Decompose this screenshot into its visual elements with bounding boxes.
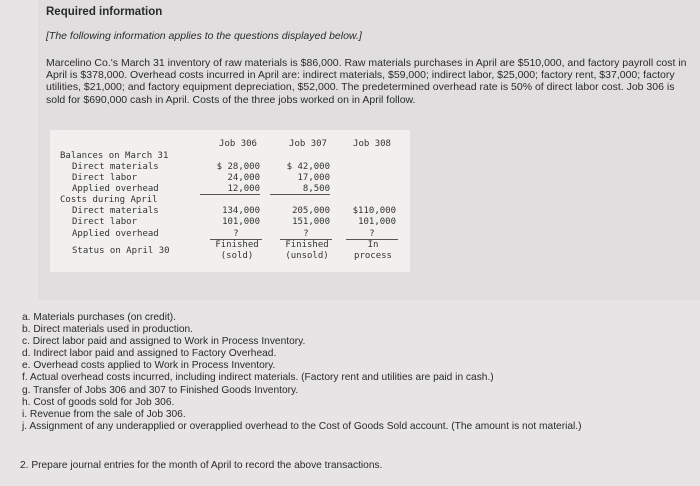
job307-dl-april: 151,000	[292, 217, 330, 227]
job307-dm-april: 205,000	[292, 206, 330, 216]
job306-ao-april: ?	[210, 229, 262, 240]
header-job-308: Job 308	[353, 139, 391, 149]
label-balances: Balances on March 31	[60, 151, 169, 161]
job307-ao-march: 8,500	[270, 184, 330, 195]
header-job-306: Job 306	[219, 139, 257, 149]
label-costs-during: Costs during April	[60, 195, 158, 205]
label-status: Status on April 30	[72, 246, 170, 256]
transaction-item: g. Transfer of Jobs 306 and 307 to Finished Goods Inventory.	[22, 384, 299, 396]
section-title: Required information	[46, 6, 163, 18]
job308-dm-april: $110,000	[352, 206, 396, 216]
job307-status-1: Finished	[285, 240, 329, 250]
transaction-item: b. Direct materials used in production.	[22, 324, 194, 336]
label-direct-labor-1: Direct labor	[72, 173, 138, 183]
transaction-item: h. Cost of goods sold for Job 306.	[22, 396, 175, 408]
job306-dl-march: 24,000	[227, 173, 260, 183]
transaction-item: j. Assignment of any underapplied or overapplied overhead to the Cost of Goods Sold account. (The amount is not material.)	[22, 420, 582, 432]
job308-status-2: process	[354, 251, 392, 261]
job308-status-1: In	[367, 240, 379, 250]
job307-status-2: (unsold)	[285, 251, 329, 261]
job306-dl-april: 101,000	[222, 217, 260, 227]
label-direct-materials-1: Direct materials	[72, 162, 159, 172]
job306-status-2: (sold)	[220, 251, 254, 261]
job-cost-table	[50, 130, 410, 272]
problem-paragraph: Marcelino Co.'s March 31 inventory of raw materials is $86,000. Raw materials purchases in April are $510,000, and factory payroll cost in April is $378,000. Overhead costs incurred in April are: indirect materials, $59,000; indirect labor, $25,000; factory rent, $37,000; factory utilities, $21,000; and factory equipment depreciation, $52,000. The predetermined overhead rate is 50% of direct labor cost. Job 306 is sold for $690,000 cash in April. Costs of the three jobs worked on in April follow.	[46, 57, 687, 106]
question-prompt: 2. Prepare journal entries for the month of April to record the above transactions.	[20, 460, 383, 471]
transaction-item: d. Indirect labor paid and assigned to Factory Overhead.	[22, 348, 277, 360]
label-direct-materials-2: Direct materials	[72, 206, 159, 216]
job307-dm-march: $ 42,000	[286, 162, 330, 172]
transaction-item: c. Direct labor paid and assigned to Work in Process Inventory.	[22, 336, 306, 348]
job308-dl-april: 101,000	[358, 217, 396, 227]
applies-note: [The following information applies to the questions displayed below.]	[46, 30, 362, 42]
job306-status-1: Finished	[215, 240, 259, 250]
header-job-307: Job 307	[289, 139, 327, 149]
transactions-list	[22, 312, 692, 433]
label-direct-labor-2: Direct labor	[72, 217, 138, 227]
transaction-item: a. Materials purchases (on credit).	[22, 312, 177, 323]
transaction-item: e. Overhead costs applied to Work in Process Inventory.	[22, 360, 276, 372]
transaction-item: f. Actual overhead costs incurred, including indirect materials. (Factory rent and utilities are paid in cash.)	[22, 372, 494, 384]
job307-dl-march: 17,000	[297, 173, 330, 183]
transaction-item: i. Revenue from the sale of Job 306.	[22, 408, 186, 420]
job306-dm-march: $ 28,000	[216, 162, 260, 172]
job307-ao-april: ?	[280, 229, 332, 240]
label-applied-overhead-2: Applied overhead	[72, 229, 159, 239]
job306-dm-april: 134,000	[222, 206, 260, 216]
job308-ao-april: ?	[346, 229, 398, 240]
label-applied-overhead-1: Applied overhead	[72, 184, 159, 194]
job306-ao-march: 12,000	[200, 184, 260, 195]
